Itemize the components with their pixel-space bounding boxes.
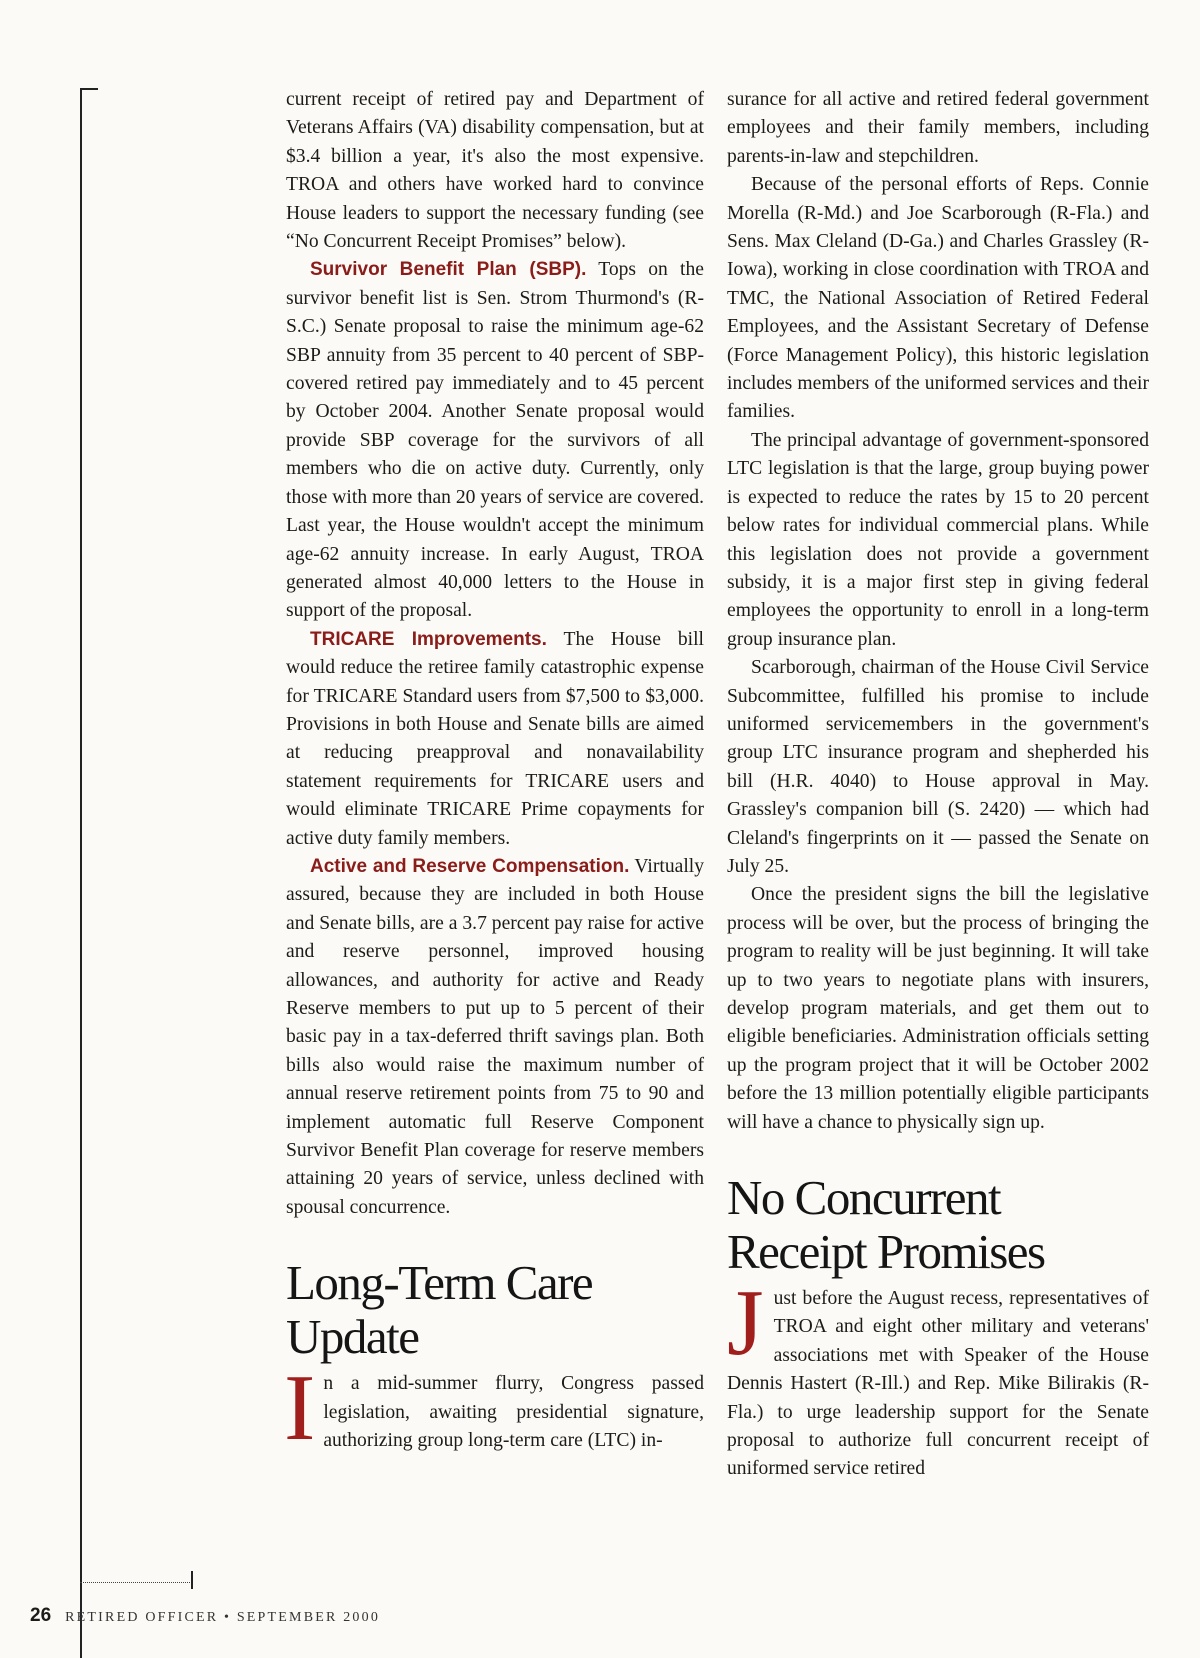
tricare-text: The House bill would reduce the retiree family catastrophic expense for TRICARE Standard users from $7,500 to $3,000. Provisions in both House and Senate bills are aimed at reducing preapproval and nonavailability statement requirements for TRICARE users and would eliminate TRICARE Prime copayments for active duty family members. [286, 628, 704, 849]
dotted-rule [80, 1582, 190, 1583]
ncr-paragraph [727, 1271, 1149, 1484]
tricare-heading: TRICARE Improvements. [310, 628, 547, 650]
crop-mark-tick [191, 1571, 193, 1589]
crop-mark-top [80, 88, 98, 90]
ltc-headline-line-2: Update [286, 1309, 419, 1365]
sbp-heading: Survivor Benefit Plan (SBP). [310, 259, 587, 281]
arc-text: Virtually assured, because they are included in both House and Senate bills, are a 3.7 percent pay raise for active and reserve personnel, improved housing allowances, and authority for active and Ready Reserve members to put up to 5 percent of their basic pay in a tax-deferred thrift savings plan. Both bills also would raise the maximum number of annual reserve retirement points from 75 to 90 and implement automatic full Reserve Component Survivor Benefit Plan coverage for reserve members attaining 20 years of service, unless declined with spousal concurrence. [286, 855, 704, 1218]
publication-line: RETIRED OFFICER • SEPTEMBER 2000 [65, 1610, 381, 1625]
crop-mark-left [80, 88, 82, 1658]
right-paragraph-5: Once the president signs the bill the legislative process will be over, but the process of bringing the program to reality will be just beginning. It will take up to two years to negotiate plans with insurers, develop program materials, and get them out to eligible beneficiaries. Administration officials setting up the program project that it will be October 2002 before the 13 million potentially eligible participants will have a chance to physically sign up. [727, 884, 1149, 1133]
right-paragraph-4: Scarborough, chairman of the House Civil Service Subcommittee, fulfilled his promise to include uniformed servicemembers in the government's group LTC insurance program and shepherded his bill (H.R. 4040) to House approval in May. Grassley's companion bill (S. 2420) — which had Cleland's fingerprints on it — passed the Senate on July 25. [727, 657, 1149, 877]
ncr-dropcap: J [727, 1271, 764, 1376]
ncr-headline [727, 1171, 1149, 1279]
ltc-headline [286, 1256, 704, 1364]
ltc-paragraph [284, 1356, 704, 1461]
ncr-headline-line-2: Receipt Promises [727, 1224, 1045, 1280]
ltc-dropcap: I [284, 1356, 316, 1461]
right-paragraph-2: Because of the personal efforts of Reps. Connie Morella (R-Md.) and Joe Scarborough (R-Fla.) and Sens. Max Cleland (D-Ga.) and Charles Grassley (R-Iowa), working in close coordination with TROA and TMC, the National Association of Retired Federal Employees, and the Assistant Secretary of Defense (Force Management Policy), this historic legislation includes members of the uniformed services and their families. [727, 174, 1149, 423]
page-footer [30, 1605, 380, 1627]
ncr-headline-line-1: No Concurrent [727, 1170, 1001, 1226]
arc-paragraph [286, 853, 704, 1222]
right-paragraph-1: surance for all active and retired federal government employees and their family members, including parents-in-law and stepchildren. [727, 89, 1149, 167]
ltc-text: n a mid-summer flurry, Congress passed legislation, awaiting presidential signature, authorizing group long-term care (LTC) in- [323, 1373, 704, 1452]
page-number: 26 [30, 1605, 52, 1626]
arc-heading: Active and Reserve Compensation. [310, 855, 630, 877]
left-column [284, 86, 704, 1461]
sbp-text: Tops on the survivor benefit list is Sen. Strom Thurmond's (R-S.C.) Senate proposal to raise the minimum age-62 SBP annuity from 35 percent to 40 percent of SBP-covered retired pay immediately and to 45 percent by October 2004. Another Senate proposal would provide SBP coverage for the survivors of all members who die on active duty. Currently, only those with more than 20 years of service are covered. Last year, the House wouldn't accept the minimum age-62 annuity increase. In early August, TROA generated almost 40,000 letters to the House in support of the proposal. [286, 259, 704, 622]
right-paragraph-3: The principal advantage of government-sponsored LTC legislation is that the large, group buying power is expected to reduce the rates by 15 to 20 percent below rates for individual commercial plans. While this legislation does not provide a government subsidy, it is a major first step in giving federal employees the opportunity to enroll in a long-term group insurance plan. [727, 429, 1149, 650]
ltc-headline-line-1: Long-Term Care [286, 1255, 593, 1311]
ncr-text: ust before the August recess, representatives of TROA and eight other military and veterans' associations met with Speaker of the House Dennis Hastert (R-Ill.) and Rep. Mike Bilirakis (R-Fla.) to urge leadership support for the Senate proposal to authorize full concurrent receipt of uniformed service retired [727, 1288, 1149, 1480]
sbp-paragraph [286, 256, 704, 625]
right-column [727, 86, 1149, 1484]
left-paragraph-1: current receipt of retired pay and Department of Veterans Affairs (VA) disability compensation, but at $3.4 billion a year, it's also the most expensive. TROA and others have worked hard to convince House leaders to support the necessary funding (see “No Concurrent Receipt Promises” below). [286, 89, 704, 253]
tricare-paragraph [286, 626, 704, 853]
